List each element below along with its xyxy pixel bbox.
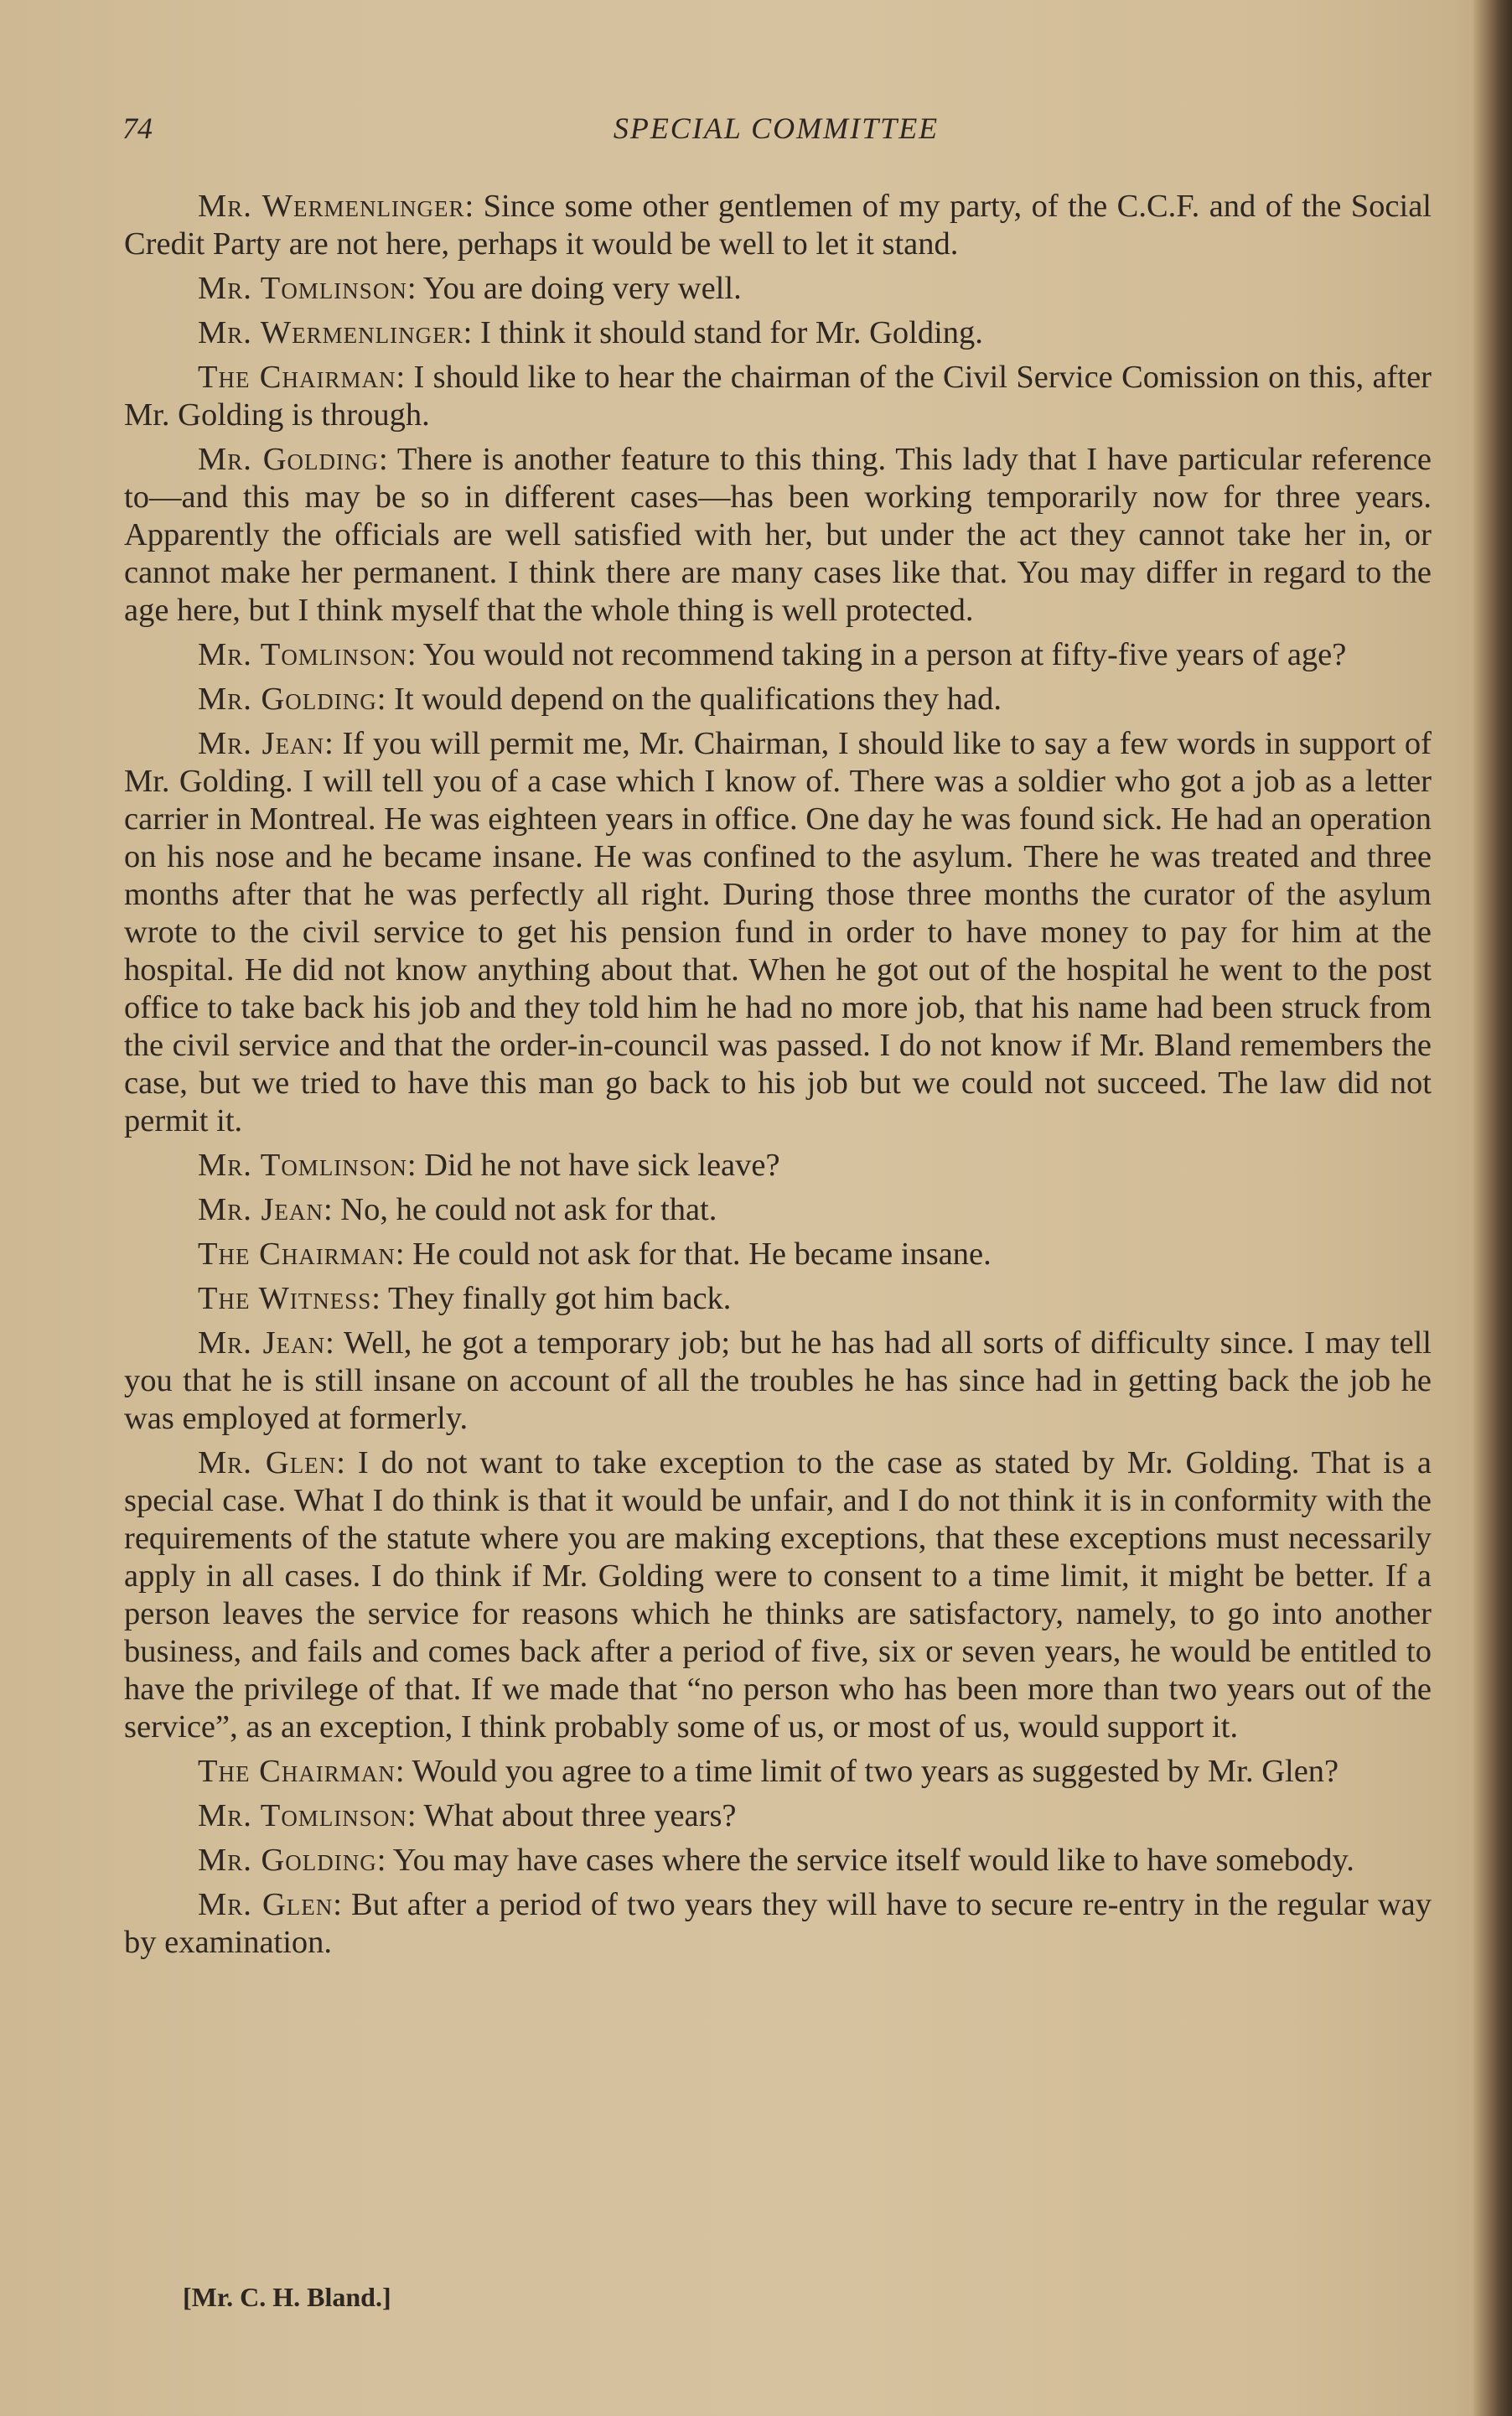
speaker-name: Mr. Golding xyxy=(198,682,377,717)
running-title: SPECIAL COMMITTEE xyxy=(613,111,940,145)
speech-paragraph: Mr. Wermenlinger: I think it should stand for Mr. Golding. xyxy=(198,315,983,350)
speech-text: No, he could not ask for that. xyxy=(340,1192,717,1227)
speech-paragraph: The Chairman: I should like to hear the chairman of the Civil Service Comission on this, after Mr. Golding is through. xyxy=(124,360,1432,433)
speech-text: Would you agree to a time limit of two years as suggested by Mr. Glen? xyxy=(412,1754,1339,1789)
speech-text: They finally got him back. xyxy=(387,1281,732,1316)
speech-paragraph: Mr. Jean: No, he could not ask for that. xyxy=(198,1192,717,1227)
speaker-name: Mr. Tomlinson xyxy=(198,271,407,306)
speaker-name: Mr. Glen xyxy=(198,1887,334,1922)
speech-text: What about three years? xyxy=(423,1798,737,1833)
book-spine-shadow xyxy=(1473,0,1512,2416)
speaker-name: The Chairman xyxy=(198,1237,396,1272)
speech-text: You are doing very well. xyxy=(422,271,742,306)
speech-paragraph: Mr. Tomlinson: What about three years? xyxy=(198,1798,737,1833)
speaker-name: Mr. Jean xyxy=(198,726,325,761)
speaker-name: The Chairman xyxy=(198,360,396,395)
speech-text: I should like to hear the chairman of the Civil Service Comission on this, after Mr. Golding is through. xyxy=(124,360,1432,433)
speech-text: You would not recommend taking in a person at fifty-five years of age? xyxy=(422,637,1347,672)
speech-text: Since some other gentlemen of my party, of the C.C.F. and of the Social Credit Party are not here, perhaps it would be well to let it stand. xyxy=(124,189,1432,262)
speech-paragraph: The Chairman: He could not ask for that. He became insane. xyxy=(198,1237,992,1272)
speaker-name: The Witness xyxy=(198,1281,372,1316)
speech-paragraph: Mr. Tomlinson: You are doing very well. xyxy=(198,271,742,306)
speaker-name: Mr. Golding xyxy=(198,442,380,477)
page-number: 74 xyxy=(122,111,153,145)
speech-paragraph: Mr. Golding: You may have cases where the service itself would like to have somebody. xyxy=(198,1843,1354,1878)
speech-paragraph: Mr. Jean: Well, he got a temporary job; but he has had all sorts of difficulty since. I may tell you that he is still insane on account of all the troubles he has since had in getting back the job he was employed at formerly. xyxy=(124,1325,1432,1436)
speech-paragraph: Mr. Tomlinson: You would not recommend taking in a person at fifty-five years of age? xyxy=(198,637,1347,672)
speaker-name: Mr. Wermenlinger xyxy=(198,189,465,224)
transcript-body xyxy=(124,188,1432,1968)
speech-text: But after a period of two years they will have to secure re-entry in the regular way by examination. xyxy=(124,1887,1432,1960)
speech-text: It would depend on the qualifications they had. xyxy=(394,682,1002,717)
speech-paragraph: Mr. Glen: I do not want to take exception to the case as stated by Mr. Golding. That is a special case. What I do think is that it would be unfair, and I do not think it is in conformity with the requirements of the statute where you are making exceptions, that these exceptions must necessarily apply in all cases. I do think if Mr. Golding were to consent to a time limit, it might be better. If a person leaves the service for reasons which he thinks are satisfactory, namely, to go into another business, and fails and comes back after a period of five, six or seven years, he would be entitled to have the privilege of that. If we made that “no person who has been more than two years out of the service”, as an exception, I think probably some of us, or most of us, would support it. xyxy=(124,1445,1432,1745)
speech-text: Did he not have sick leave? xyxy=(424,1148,780,1183)
speaker-name: Mr. Tomlinson xyxy=(198,1148,407,1183)
speaker-name: Mr. Tomlinson xyxy=(198,1798,407,1833)
speaker-name: Mr. Golding xyxy=(198,1843,377,1878)
speaker-name: Mr. Glen xyxy=(198,1445,337,1480)
speech-paragraph: The Witness: They finally got him back. xyxy=(198,1281,732,1316)
speech-paragraph: Mr. Tomlinson: Did he not have sick leave? xyxy=(198,1148,780,1183)
speech-paragraph: Mr. Jean: If you will permit me, Mr. Chairman, I should like to say a few words in support of Mr. Golding. I will tell you of a case which I know of. There was a soldier who got a job as a letter carrier in Montreal. He was eighteen years in office. One day he was found sick. He had an operation on his nose and he became insane. He was confined to the asylum. There he was treated and three months after that he was perfectly all right. During those three months the curator of the asylum wrote to the civil service to get his pension fund in order to have money to pay for him at the hospital. He did not know anything about that. When he got out of the hospital he went to the post office to take back his job and they told him he had no more job, that his name had been struck from the civil service and that the order-in-council was passed. I do not know if Mr. Bland remembers the case, but we tried to have this man go back to his job but we could not succeed. The law did not permit it. xyxy=(124,726,1432,1138)
speech-text: If you will permit me, Mr. Chairman, I should like to say a few words in support of Mr. Golding. I will tell you of a case which I know of. There was a soldier who got a job as a letter carrier in Montreal. He was eighteen years in office. One day he was found sick. He had an operation on his nose and he became insane. He was confined to the asylum. There he was treated and three months after that he was perfectly all right. During those three months the curator of the asylum wrote to the civil service to get his pension fund in order to have money to pay for him at the hospital. He did not know anything about that. When he got out of the hospital he went to the post office to take back his job and they told him he had no more job, that his name had been struck from the civil service and that the order-in-council was passed. I do not know if Mr. Bland remembers the case, but we tried to have this man go back to his job but we could not succeed. The law did not permit it. xyxy=(124,726,1432,1138)
page-header xyxy=(122,111,1430,153)
speech-text: There is another feature to this thing. This lady that I have particular reference to—and this may be so in different cases—has been working temporarily now for three years. Apparently the officials are well satisfied with her, but under the act they cannot take her in, or cannot make her permanent. I think there are many cases like that. You may differ in regard to the age here, but I think myself that the whole thing is well protected. xyxy=(124,442,1432,628)
speech-paragraph: Mr. Golding: It would depend on the qualifications they had. xyxy=(198,682,1002,717)
speech-paragraph: Mr. Wermenlinger: Since some other gentlemen of my party, of the C.C.F. and of the Social Credit Party are not here, perhaps it would be well to let it stand. xyxy=(124,189,1432,262)
speaker-name: Mr. Jean xyxy=(198,1325,326,1361)
speaker-name: Mr. Wermenlinger xyxy=(198,315,463,350)
speech-text: I do not want to take exception to the case as stated by Mr. Golding. That is a special case. What I do think is that it would be unfair, and I do not think it is in conformity with the requirements of the statute where you are making exceptions, that these exceptions must necessarily apply in all cases. I do think if Mr. Golding were to consent to a time limit, it might be better. If a person leaves the service for reasons which he thinks are satisfactory, namely, to go into another business, and fails and comes back after a period of five, six or seven years, he would be entitled to have the privilege of that. If we made that “no person who has been more than two years out of the service”, as an exception, I think probably some of us, or most of us, would support it. xyxy=(124,1445,1432,1745)
speaker-name: Mr. Jean xyxy=(198,1192,324,1227)
speech-text: I think it should stand for Mr. Golding. xyxy=(479,315,983,350)
speech-text: Well, he got a temporary job; but he has had all sorts of difficulty since. I may tell you that he is still insane on account of all the troubles he has since had in getting back the job he was employed at formerly. xyxy=(124,1325,1432,1436)
speaker-name: The Chairman xyxy=(198,1754,396,1789)
witness-footnote: [Mr. C. H. Bland.] xyxy=(183,2282,391,2312)
speaker-name: Mr. Tomlinson xyxy=(198,637,407,672)
speech-text: He could not ask for that. He became insane. xyxy=(412,1237,992,1272)
speech-paragraph: The Chairman: Would you agree to a time limit of two years as suggested by Mr. Glen? xyxy=(198,1754,1339,1789)
speech-paragraph: Mr. Glen: But after a period of two years they will have to secure re-entry in the regular way by examination. xyxy=(124,1887,1432,1960)
speech-paragraph: Mr. Golding: There is another feature to this thing. This lady that I have particular reference to—and this may be so in different cases—has been working temporarily now for three years. Apparently the officials are well satisfied with her, but under the act they cannot take her in, or cannot make her permanent. I think there are many cases like that. You may differ in regard to the age here, but I think myself that the whole thing is well protected. xyxy=(124,442,1432,628)
speech-text: You may have cases where the service itself would like to have somebody. xyxy=(392,1843,1354,1878)
